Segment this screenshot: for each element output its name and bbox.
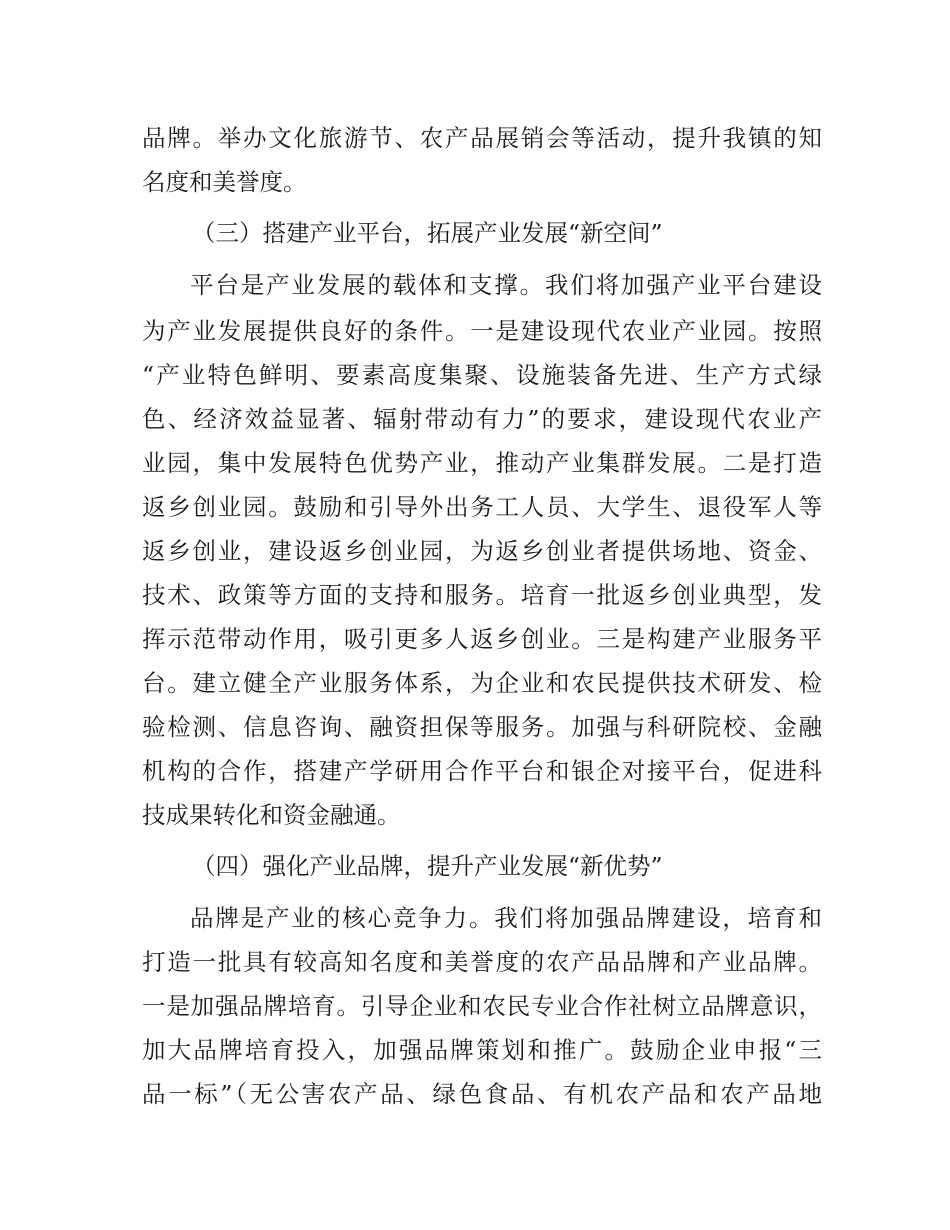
text-line: 一是加强品牌培育。引导企业和农民专业合作社树立品牌意识，: [142, 992, 822, 1020]
text-line: 挥示范带动作用，吸引更多人返乡创业。三是构建产业服务平: [142, 625, 822, 653]
text-line: 打造一批具有较高知名度和美誉度的农产品品牌和产业品牌。: [142, 948, 822, 976]
text-line: 返乡创业，建设返乡创业园，为返乡创业者提供场地、资金、: [142, 537, 822, 565]
section-heading-3: （三）搭建产业平台，拓展产业发展“新空间”: [192, 219, 663, 247]
text-line: 名度和美誉度。: [142, 168, 307, 196]
section-heading-4: （四）强化产业品牌，提升产业发展“新优势”: [192, 852, 663, 880]
text-line: “产业特色鲜明、要素高度集聚、设施装备先进、生产方式绿: [142, 361, 822, 389]
text-line: 品一标”（无公害农产品、绿色食品、有机农产品和农产品地: [142, 1080, 822, 1108]
text-line: 机构的合作，搭建产学研用合作平台和银企对接平台，促进科: [142, 757, 822, 785]
text-line: 品牌。举办文化旅游节、农产品展销会等活动，提升我镇的知: [142, 124, 822, 152]
text-line: 技成果转化和资金融通。: [142, 801, 401, 829]
text-line: 返乡创业园。鼓励和引导外出务工人员、大学生、退役军人等: [142, 493, 822, 521]
text-line: 为产业发展提供良好的条件。一是建设现代农业产业园。按照: [142, 317, 822, 345]
text-line: 台。建立健全产业服务体系，为企业和农民提供技术研发、检: [142, 669, 822, 697]
text-line: 技术、政策等方面的支持和服务。培育一批返乡创业典型，发: [142, 581, 822, 609]
text-line: 品牌是产业的核心竞争力。我们将加强品牌建设，培育和: [190, 904, 822, 932]
text-line: 加大品牌培育投入，加强品牌策划和推广。鼓励企业申报“三: [142, 1036, 822, 1064]
text-line: 平台是产业发展的载体和支撑。我们将加强产业平台建设: [190, 271, 822, 299]
text-line: 验检测、信息咨询、融资担保等服务。加强与科研院校、金融: [142, 713, 822, 741]
text-line: 业园，集中发展特色优势产业，推动产业集群发展。二是打造: [142, 449, 822, 477]
text-line: 色、经济效益显著、辐射带动有力”的要求，建设现代农业产: [142, 405, 822, 433]
